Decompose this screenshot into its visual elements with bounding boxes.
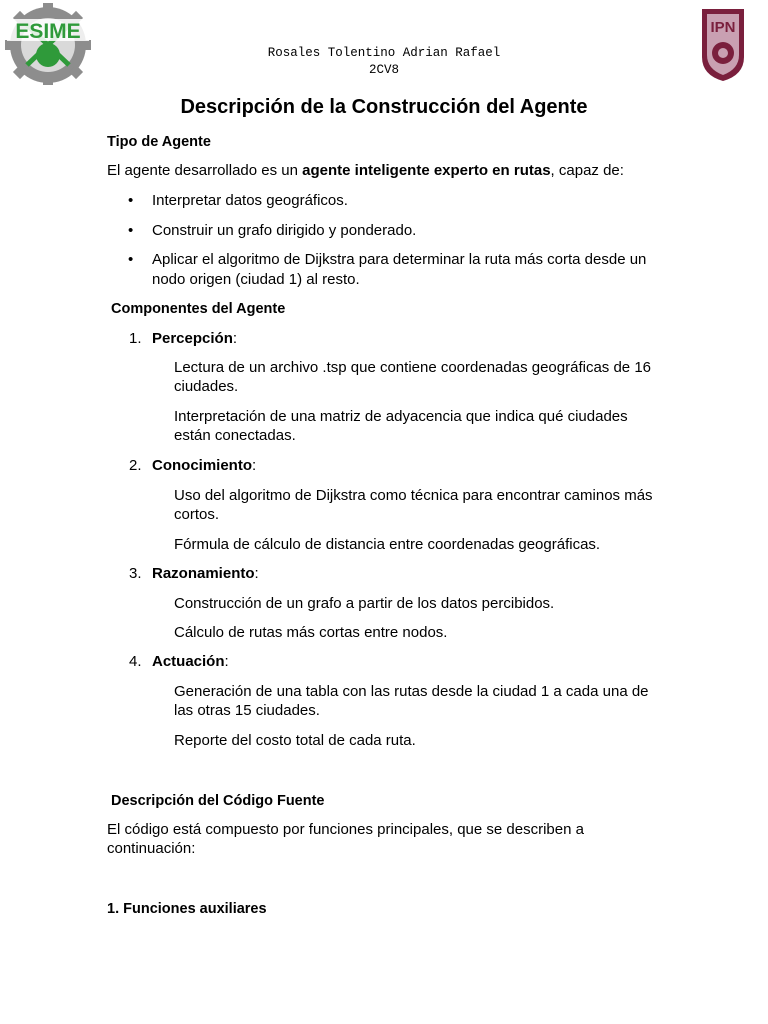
item-colon: : (224, 653, 229, 670)
item-colon: : (254, 565, 259, 582)
item-number: 3. (129, 565, 142, 582)
section-heading-codigo: Descripción del Código Fuente (111, 793, 325, 809)
bullet-icon: • (128, 192, 134, 209)
ipn-logo-text: IPN (710, 19, 736, 36)
list-item-continued: nodo origen (ciudad 1) al resto. (152, 271, 360, 288)
paragraph-line: las otras 15 ciudades. (174, 702, 320, 719)
paragraph-line: continuación: (107, 840, 196, 857)
bullet-icon: • (128, 222, 134, 239)
paragraph-line: Construcción de un grafo a partir de los datos percibidos. (174, 595, 555, 612)
item-title-percepcion (152, 329, 237, 349)
page-title: Descripción de la Construcción del Agente (180, 96, 588, 118)
tipo-intro-bold: agente inteligente experto en rutas (302, 162, 551, 179)
item-label: Percepción (152, 330, 233, 347)
item-title-conocimiento (152, 456, 256, 476)
list-item: Aplicar el algoritmo de Dijkstra para determinar la ruta más corta desde un (152, 251, 647, 268)
paragraph-line: Fórmula de cálculo de distancia entre coordenadas geográficas. (174, 536, 601, 553)
paragraph-line: Cálculo de rutas más cortas entre nodos. (174, 624, 448, 641)
item-colon: : (232, 330, 238, 347)
esime-logo-text: ESIME (15, 20, 81, 43)
list-item: Construir un grafo dirigido y ponderado. (152, 222, 417, 239)
paragraph-line: El código está compuesto por funciones principales, que se describen a (107, 821, 584, 838)
paragraph-line: Reporte del costo total de cada ruta. (174, 732, 416, 749)
item-label: Conocimiento (152, 457, 252, 474)
group-code: 2CV8 (368, 63, 399, 77)
paragraph-line: Generación de una tabla con las rutas desde la ciudad 1 a cada una de (174, 683, 649, 700)
item-number: 1. (129, 330, 142, 347)
item-number: 4. (129, 653, 142, 670)
paragraph-line: ciudades. (174, 378, 239, 395)
bullet-icon: • (128, 251, 134, 268)
paragraph-line: Lectura de un archivo .tsp que contiene coordenadas geográficas de 16 (174, 359, 651, 376)
tipo-intro-pre: El agente desarrollado es un (107, 162, 303, 179)
section-heading-tipo: Tipo de Agente (107, 134, 211, 150)
item-number: 2. (129, 457, 142, 474)
section-heading-componentes: Componentes del Agente (111, 301, 286, 317)
item-title-razonamiento (152, 564, 259, 584)
author-name: Rosales Tolentino Adrian Rafael (267, 46, 501, 60)
item-colon: : (252, 457, 257, 474)
paragraph-line: están conectadas. (174, 427, 296, 444)
tipo-intro-post: , capaz de: (550, 162, 624, 179)
item-label: Actuación (152, 653, 225, 670)
paragraph-line: cortos. (174, 506, 220, 523)
list-item: Interpretar datos geográficos. (152, 192, 348, 209)
paragraph-line: Uso del algoritmo de Dijkstra como técnica para encontrar caminos más (174, 487, 653, 504)
paragraph-line: Interpretación de una matriz de adyacencia que indica qué ciudades (174, 408, 628, 425)
item-label: Razonamiento (152, 565, 255, 582)
item-title-actuacion (152, 652, 229, 672)
subheading-funciones-auxiliares: 1. Funciones auxiliares (107, 901, 267, 917)
tipo-intro (107, 161, 624, 181)
